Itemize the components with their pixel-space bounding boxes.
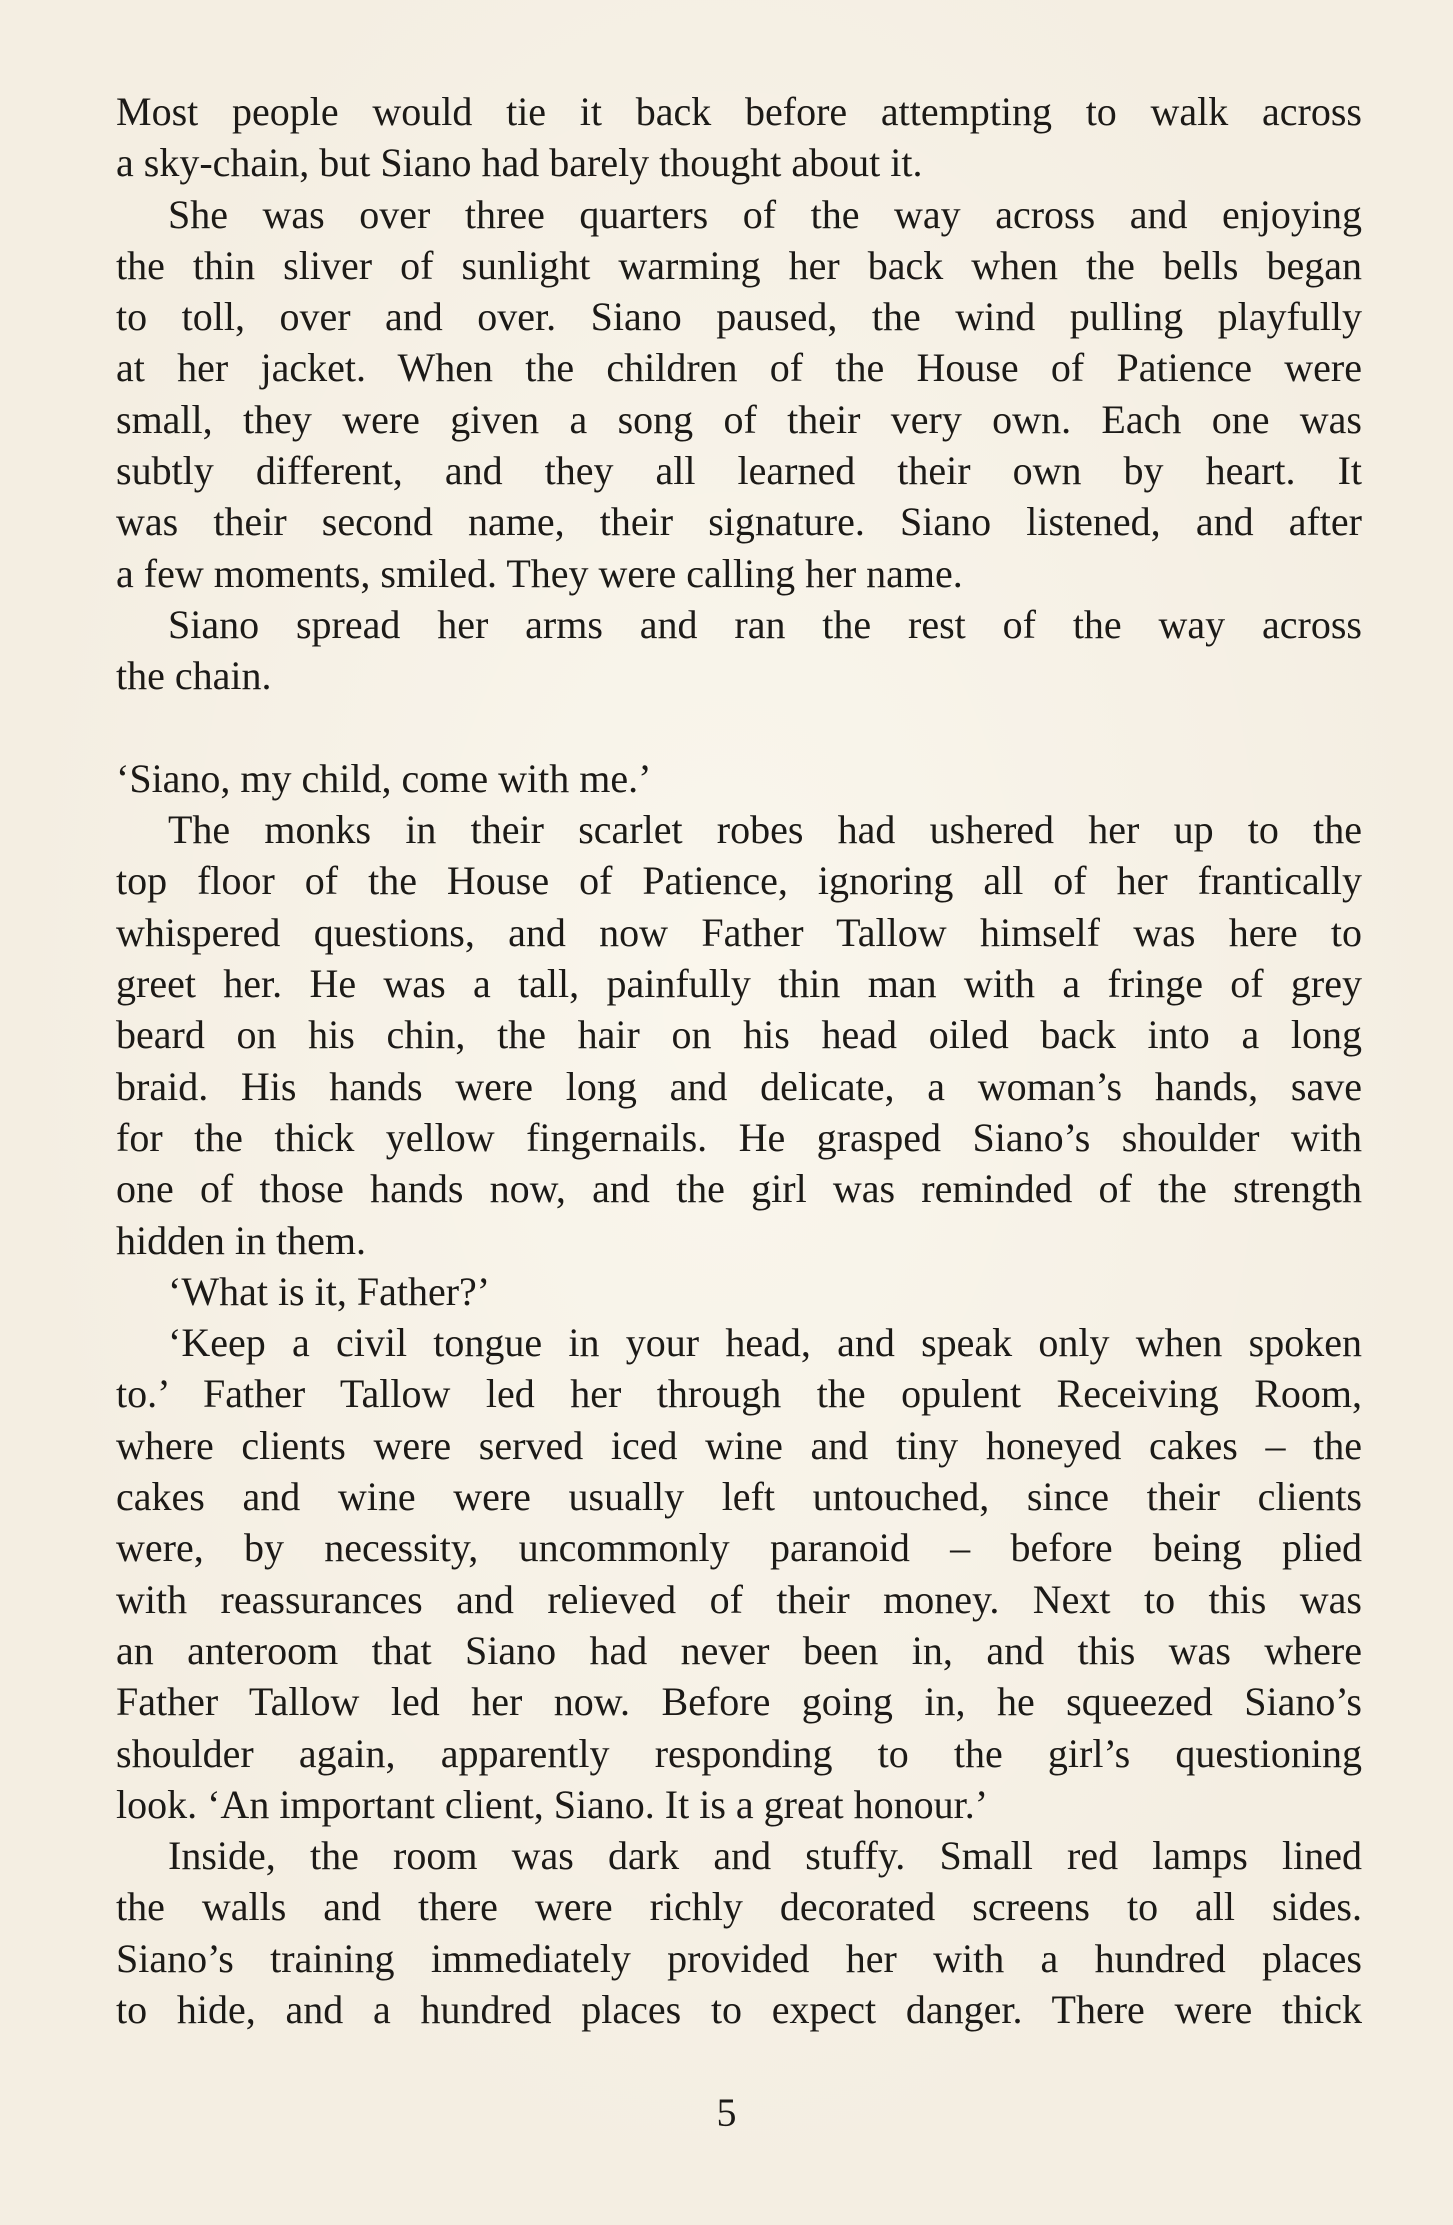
text-line: ‘Keep a civil tongue in your head, and speak only when spoken [168, 1320, 1362, 1366]
text-line: to toll, over and over. Siano paused, the wind pulling playfully [116, 294, 1362, 340]
text-line: was their second name, their signature. Siano listened, and after [116, 499, 1362, 545]
body-text [116, 86, 1362, 2035]
text-line: whispered questions, and now Father Tallow himself was here to [116, 909, 1362, 955]
text-line: a sky-chain, but Siano had barely thought about it. [116, 140, 923, 186]
text-line: one of those hands now, and the girl was reminded of the strength [116, 1166, 1362, 1212]
text-line: shoulder again, apparently responding to the girl’s questioning [116, 1730, 1362, 1776]
text-line: the chain. [116, 653, 272, 699]
text-line: beard on his chin, the hair on his head oiled back into a long [116, 1012, 1362, 1058]
text-line: Siano spread her arms and ran the rest of the way across [168, 601, 1362, 647]
text-line: to.’ Father Tallow led her through the opulent Receiving Room, [116, 1371, 1362, 1417]
text-line: cakes and wine were usually left untouched, since their clients [116, 1474, 1362, 1520]
text-line: Father Tallow led her now. Before going in, he squeezed Siano’s [116, 1679, 1362, 1725]
text-line: look. ‘An important client, Siano. It is a great honour.’ [116, 1781, 989, 1827]
text-line: Most people would tie it back before attempting to walk across [116, 89, 1362, 134]
text-line: were, by necessity, uncommonly paranoid – before being plied [116, 1525, 1362, 1571]
text-line: ‘Siano, my child, come with me.’ [116, 755, 652, 801]
text-line: greet her. He was a tall, painfully thin man with a fringe of grey [116, 961, 1362, 1007]
text-line: to hide, and a hundred places to expect danger. There were thick [116, 1986, 1362, 2032]
text-line: braid. His hands were long and delicate, a woman’s hands, save [116, 1063, 1362, 1109]
text-line: with reassurances and relieved of their money. Next to this was [116, 1576, 1362, 1622]
text-line: top floor of the House of Patience, ignoring all of her frantically [116, 858, 1362, 904]
text-line: ‘What is it, Father?’ [168, 1268, 491, 1314]
text-line: Inside, the room was dark and stuffy. Small red lamps lined [168, 1833, 1362, 1879]
text-line: small, they were given a song of their very own. Each one was [116, 396, 1362, 442]
text-line: subtly different, and they all learned their own by heart. It [116, 448, 1362, 494]
text-line: hidden in them. [116, 1217, 366, 1263]
text-line: an anteroom that Siano had never been in, and this was where [116, 1627, 1362, 1673]
section-break [116, 702, 1362, 753]
page-number: 5 [716, 2090, 737, 2135]
text-line: She was over three quarters of the way across and enjoying [168, 191, 1362, 237]
text-line: a few moments, smiled. They were calling her name. [116, 550, 963, 596]
text-line: for the thick yellow fingernails. He grasped Siano’s shoulder with [116, 1114, 1362, 1160]
text-line: at her jacket. When the children of the House of Patience were [116, 345, 1362, 391]
text-line: The monks in their scarlet robes had ushered her up to the [168, 807, 1362, 853]
text-line: where clients were served iced wine and tiny honeyed cakes – the [116, 1422, 1362, 1468]
text-line: the thin sliver of sunlight warming her back when the bells began [116, 242, 1362, 288]
text-line: the walls and there were richly decorated screens to all sides. [116, 1884, 1362, 1930]
text-line: Siano’s training immediately provided her with a hundred places [116, 1935, 1362, 1981]
